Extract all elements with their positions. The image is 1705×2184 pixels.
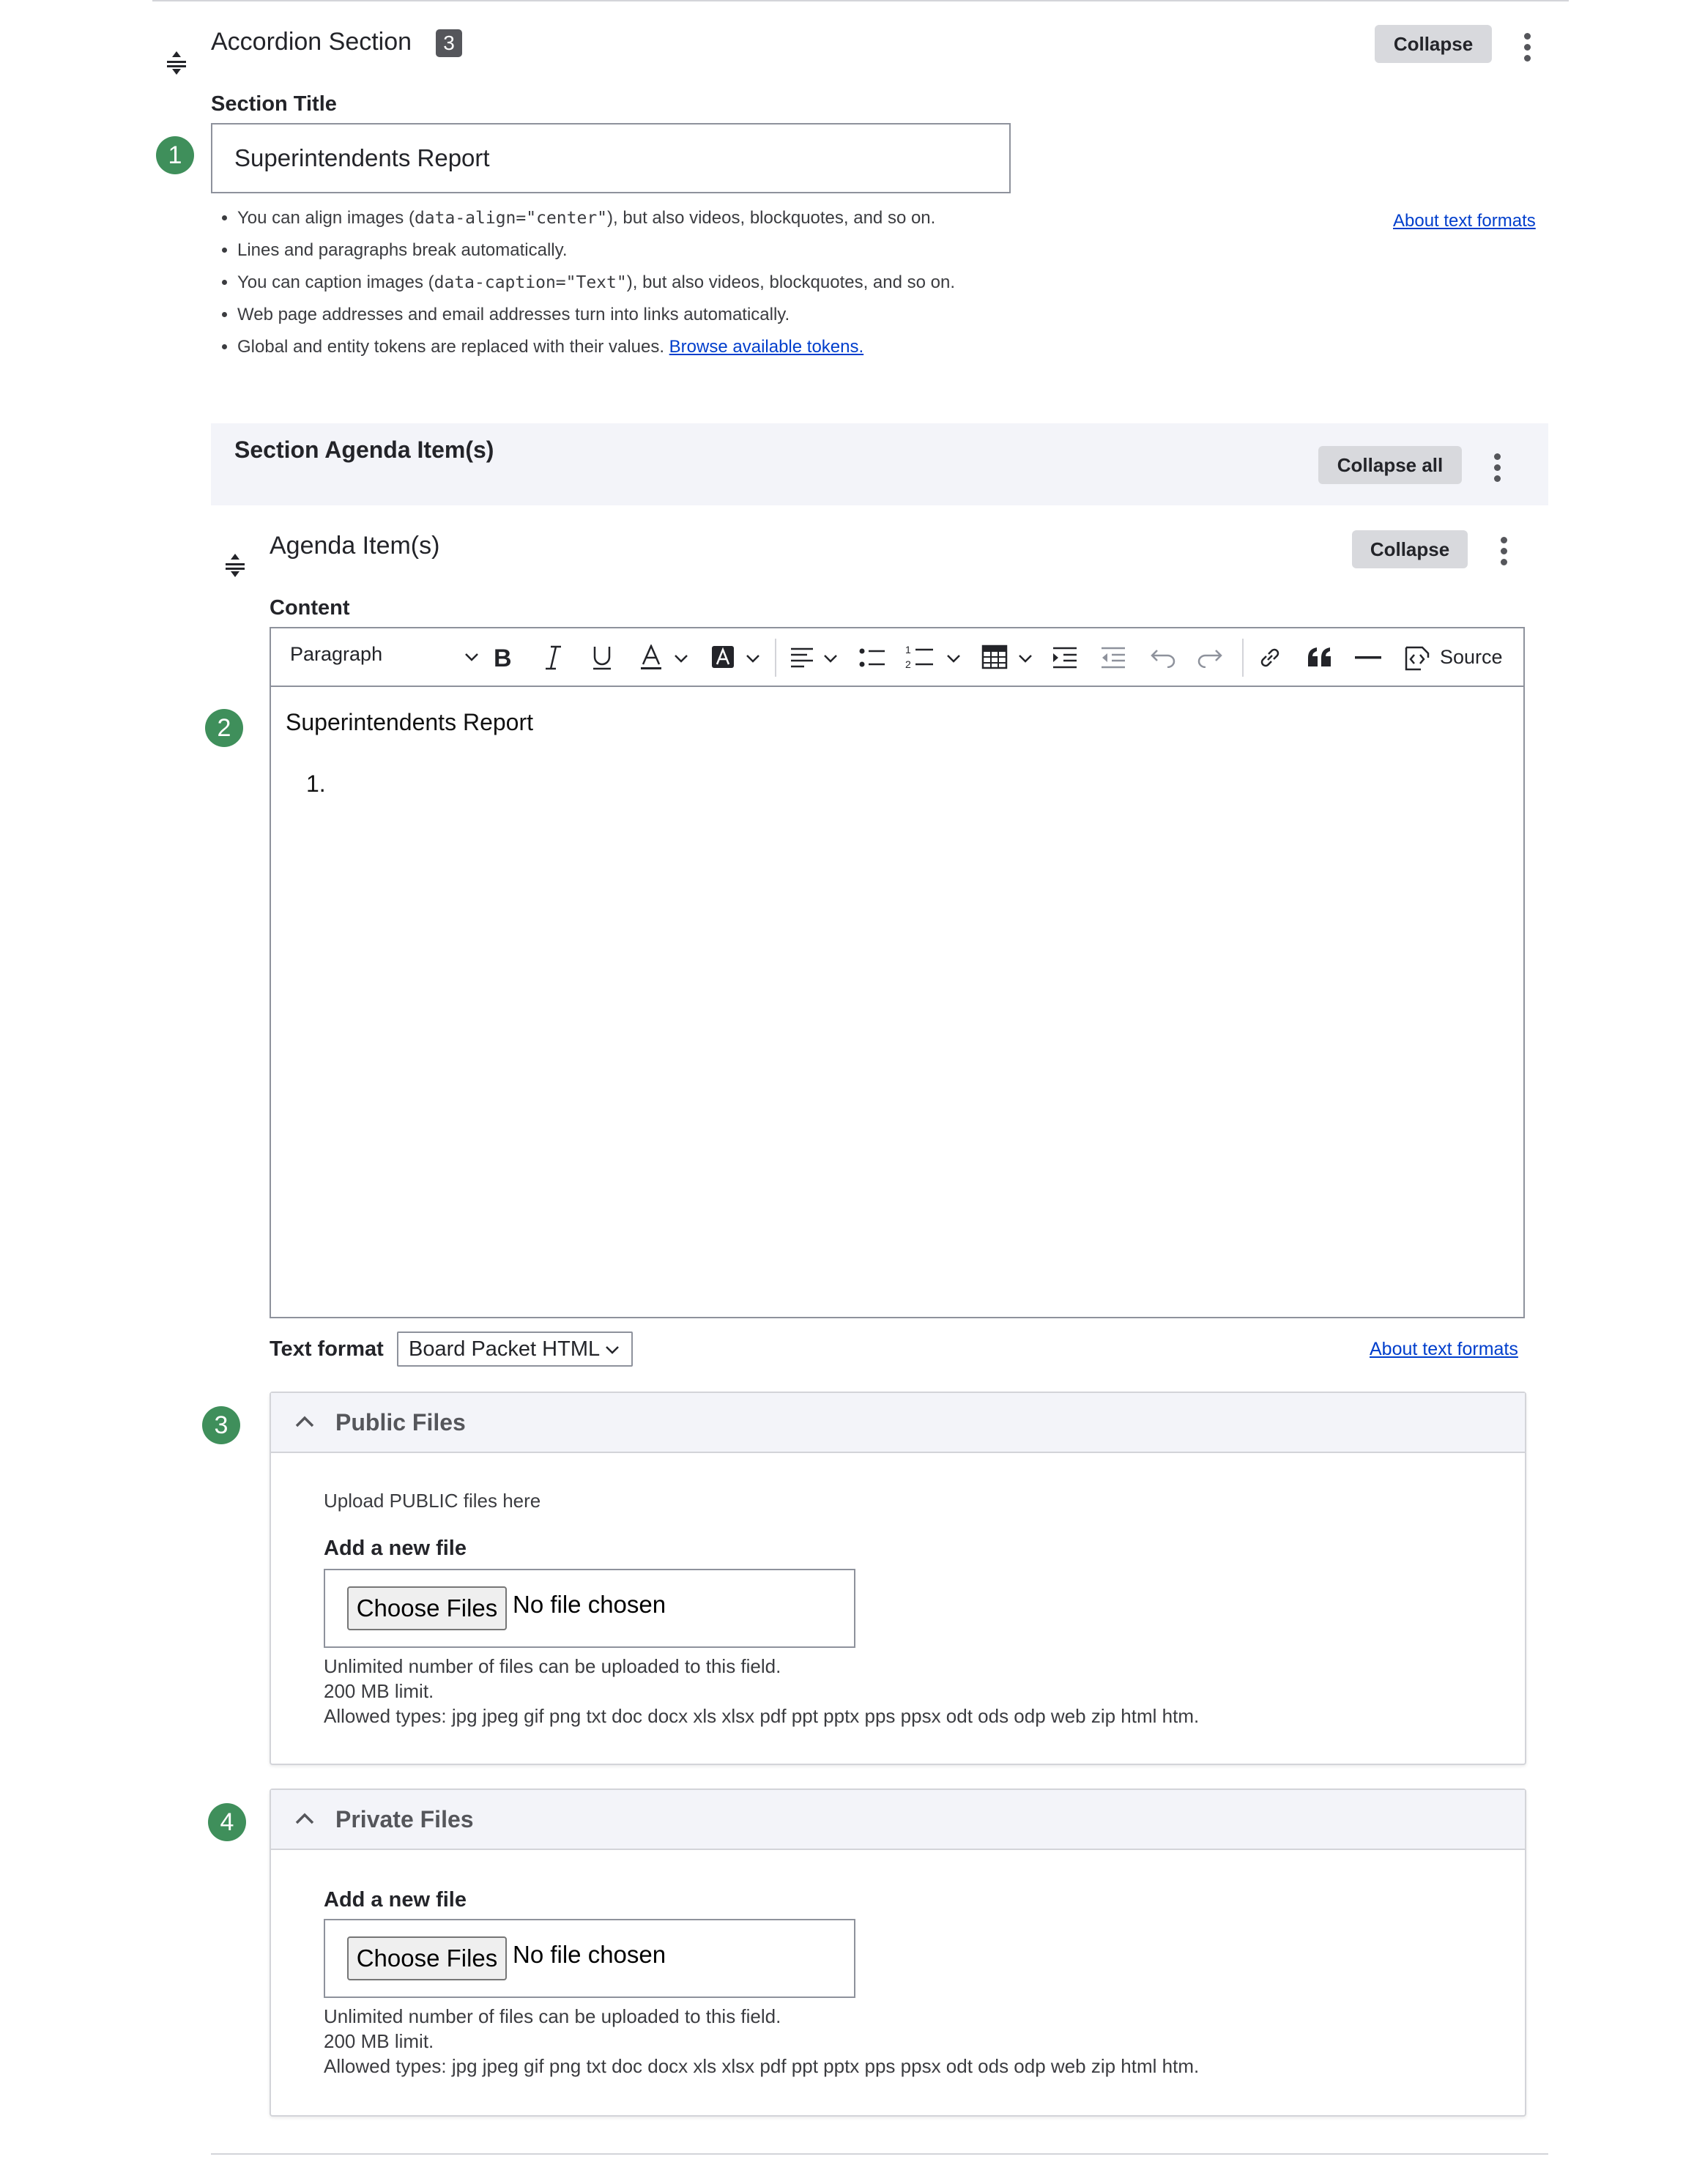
chevron-down-icon[interactable] bbox=[823, 653, 838, 664]
add-file-label: Add a new file bbox=[324, 1537, 467, 1560]
collapse-button[interactable]: Collapse bbox=[1375, 25, 1492, 63]
drag-handle-icon[interactable] bbox=[224, 551, 246, 580]
item-count-badge: 3 bbox=[436, 29, 462, 57]
redo-icon[interactable] bbox=[1197, 647, 1223, 668]
collapse-all-button[interactable]: Collapse all bbox=[1318, 446, 1462, 484]
public-files-panel bbox=[270, 1392, 1526, 1765]
tip-item: • Web page addresses and email addresses turn into links automatically. bbox=[237, 299, 1380, 331]
text-format-select[interactable]: Board Packet HTML bbox=[397, 1331, 633, 1367]
file-upload-field bbox=[324, 1919, 855, 1998]
section-title-input[interactable]: Superintendents Report bbox=[211, 123, 1011, 193]
source-icon bbox=[1403, 643, 1433, 672]
file-upload-field bbox=[324, 1569, 855, 1648]
outdent-icon[interactable] bbox=[1100, 646, 1126, 669]
chevron-down-icon[interactable] bbox=[1018, 653, 1033, 664]
file-limit-text: Unlimited number of files can be uploaded to this field. 200 MB limit. Allowed types: jpg jpeg gif png txt doc docx xls xlsx pdf ppt pptx pps ppsx odt ods odp web zip html htm. bbox=[324, 2005, 1200, 2077]
chevron-up-icon bbox=[294, 1415, 315, 1428]
bold-icon[interactable] bbox=[491, 645, 514, 671]
numbered-list-icon[interactable] bbox=[905, 643, 935, 671]
table-icon[interactable] bbox=[981, 645, 1008, 669]
chevron-up-icon bbox=[294, 1812, 315, 1825]
step-badge-2: 2 bbox=[205, 709, 243, 747]
indent-icon[interactable] bbox=[1052, 646, 1078, 669]
chevron-down-icon[interactable] bbox=[674, 653, 688, 664]
chevron-down-icon[interactable] bbox=[746, 653, 760, 664]
kebab-menu-icon[interactable] bbox=[1524, 33, 1533, 66]
tip-item: • Lines and paragraphs break automatically. bbox=[237, 234, 1380, 267]
no-file-chosen-text: No file chosen bbox=[513, 1591, 666, 1618]
svg-text:1: 1 bbox=[905, 644, 911, 655]
step-badge-3: 3 bbox=[202, 1406, 240, 1444]
file-limit-text: Unlimited number of files can be uploaded to this field. 200 MB limit. Allowed types: jpg jpeg gif png txt doc docx xls xlsx pdf ppt pptx pps ppsx odt ods odp web zip html htm. bbox=[324, 1655, 1200, 1727]
undo-icon[interactable] bbox=[1150, 647, 1176, 668]
tip-item: • You can caption images (data-caption="Text"), but also videos, blockquotes, and so on. bbox=[237, 267, 1380, 299]
drag-handle-icon[interactable] bbox=[166, 48, 187, 78]
chevron-down-icon[interactable] bbox=[946, 653, 961, 664]
blockquote-icon[interactable] bbox=[1307, 646, 1333, 668]
tip-item: • Global and entity tokens are replaced with their values. Browse available tokens. bbox=[237, 331, 1380, 363]
no-file-chosen-text: No file chosen bbox=[513, 1941, 666, 1968]
about-text-formats-link[interactable]: About text formats bbox=[1393, 211, 1536, 231]
bulleted-list-icon[interactable] bbox=[858, 646, 886, 669]
add-file-label: Add a new file bbox=[324, 1888, 467, 1912]
font-background-icon[interactable] bbox=[710, 645, 735, 671]
collapse-button[interactable]: Collapse bbox=[1352, 530, 1468, 568]
top-divider bbox=[152, 0, 1569, 1]
toolbar-separator bbox=[1242, 639, 1244, 677]
choose-files-button[interactable]: Choose Files bbox=[347, 1586, 507, 1630]
link-icon[interactable] bbox=[1257, 645, 1283, 671]
font-color-icon[interactable] bbox=[639, 645, 664, 671]
editor-toolbar: Paragraph B 1 2 Source bbox=[270, 627, 1525, 687]
editor-list-item[interactable]: 1. bbox=[306, 770, 326, 797]
private-files-title: Private Files bbox=[335, 1806, 474, 1832]
bottom-divider bbox=[211, 2153, 1548, 2155]
horizontal-line-icon[interactable] bbox=[1355, 655, 1381, 661]
step-badge-4: 4 bbox=[208, 1803, 246, 1841]
content-label: Content bbox=[270, 596, 350, 620]
svg-text:B: B bbox=[494, 645, 512, 671]
rich-text-editor[interactable] bbox=[270, 687, 1525, 1318]
public-files-title: Public Files bbox=[335, 1409, 466, 1435]
choose-files-button[interactable]: Choose Files bbox=[347, 1936, 507, 1980]
toolbar-separator bbox=[775, 639, 776, 677]
paragraph-style-dropdown[interactable]: Paragraph bbox=[290, 643, 473, 672]
public-files-summary[interactable] bbox=[271, 1393, 1525, 1453]
italic-icon[interactable] bbox=[542, 645, 564, 671]
svg-text:2: 2 bbox=[905, 658, 911, 670]
browse-tokens-link[interactable]: Browse available tokens. bbox=[669, 337, 864, 357]
tip-item: • You can align images (data-align="center"), but also videos, blockquotes, and so on. bbox=[237, 202, 1380, 234]
align-icon[interactable] bbox=[790, 646, 814, 669]
editor-paragraph[interactable]: Superintendents Report bbox=[286, 709, 533, 735]
accordion-section-title: Accordion Section bbox=[211, 28, 412, 56]
agenda-section-title: Section Agenda Item(s) bbox=[234, 437, 494, 463]
private-files-summary[interactable] bbox=[271, 1790, 1525, 1850]
public-files-description: Upload PUBLIC files here bbox=[324, 1490, 541, 1512]
text-format-label: Text format bbox=[270, 1337, 384, 1361]
section-title-label: Section Title bbox=[211, 92, 337, 116]
kebab-menu-icon[interactable] bbox=[1494, 453, 1503, 486]
kebab-menu-icon[interactable] bbox=[1501, 537, 1509, 570]
private-files-panel bbox=[270, 1789, 1526, 2117]
chevron-down-icon bbox=[464, 652, 479, 662]
agenda-item-title: Agenda Item(s) bbox=[270, 532, 440, 560]
about-text-formats-link[interactable]: About text formats bbox=[1370, 1339, 1518, 1359]
step-badge-1: 1 bbox=[156, 136, 194, 174]
chevron-down-icon bbox=[605, 1345, 620, 1355]
text-format-tips bbox=[211, 202, 1380, 363]
underline-icon[interactable] bbox=[590, 645, 614, 671]
